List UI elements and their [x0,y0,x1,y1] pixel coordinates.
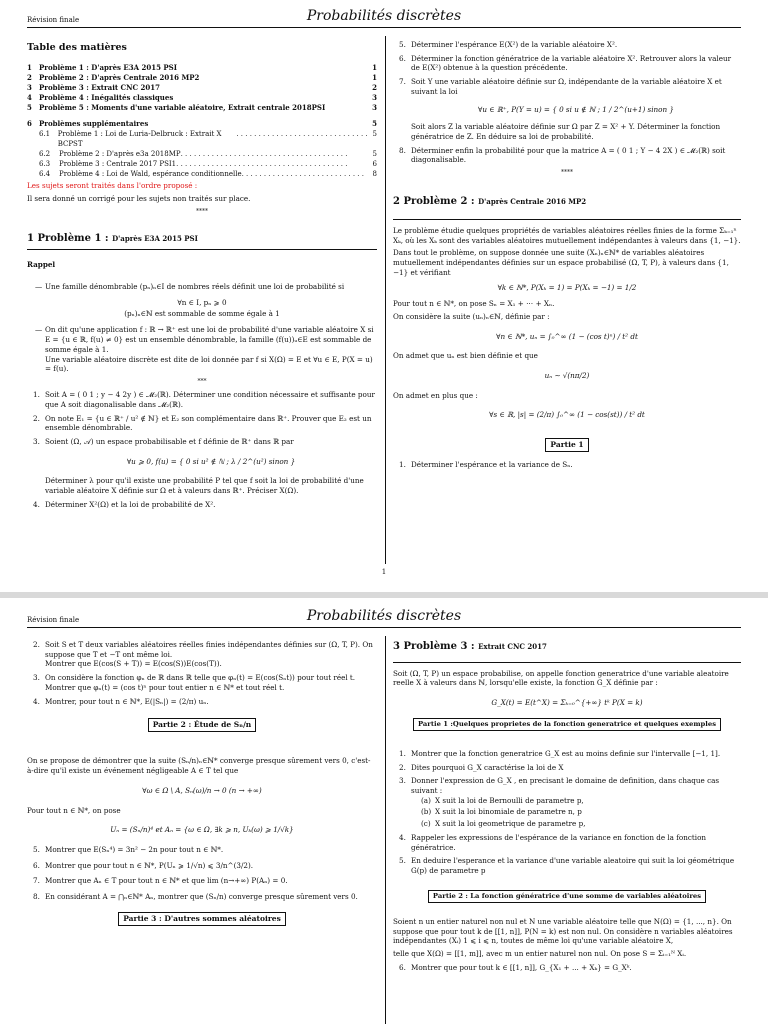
question-list [27,640,377,706]
equation: ∀n ∈ I, pₙ ⩾ 0 (pₙ)ₙ∈ℕ est sommable de somme égale à 1 [124,297,280,318]
heading-rule [27,249,377,250]
question-list [27,390,377,509]
equation: Uₙ = (Sₙ/n)⁴ et Aₙ = {ω ∈ Ω, ∃k ⩾ n, Uₖ(ω) ⩾ 1/√k} [110,825,294,835]
toc-item[interactable]: 6 Problèmes supplémentaires 5 [27,118,377,128]
question-item: 2. On note E₁ = {u ∈ ℝ⁺ / u² ∉ ℕ} et E₂ son complémentaire dans ℝ⁺. Prouver que E₂ est un ensemble dénombrable. [33,413,372,433]
question-item: 5. En deduire l'esperance et la variance d'une variable aleatoire qui suit la loi géométrique G(p) de parametre p [399,856,735,876]
left-column [27,640,377,926]
rappel-label: Rappel [27,260,56,270]
column-divider [385,636,386,1024]
equation: G_X(t) = E(t^X) = Σₖ₌₀^{+∞} tᵏ P(X = k) [491,697,643,707]
toc-subitem[interactable]: 6.3 Problème 3 : Centrale 2017 PSI1 . . . . . . . . . . . . . . . . . . . . . . . . . . . . . . . . . . . . . . . 6 [39,160,377,169]
paragraph: Pour tout n ∈ ℕ*, on pose Sₙ = X₁ + ⋯ + Xₙ. [393,299,555,309]
section-box: Partie 3 : D'autres sommes aléatoires [27,912,377,926]
toc-item[interactable]: 1 Problème 1 : D'après E3A 2015 PSI 1 [27,62,377,72]
paragraph: On se propose de démontrer que la suite (Sₙ/n)ₙ∈ℕ* converge presque sûrement vers 0, c'est-à-dire qu'il existe un événement négligeable A ∈ T tel que [27,756,371,776]
question-list [27,845,377,902]
toc-subitem[interactable]: 6.2 Problème 2 : D'après e3a 2018MP . . . . . . . . . . . . . . . . . . . . . . . . . . . . . . . . . . . . . . 5 [39,149,377,158]
equation: ∀ω ∈ Ω \ A, Sₙ(ω)/n → 0 (n → +∞) [142,785,262,795]
paragraph: Dans tout le problème, on suppose donnée une suite (Xₙ)ₙ∈ℕ* de variables aléatoires mutuellement indépendantes définies sur un espace probabilisé (Ω, T, P), à valeurs dans {1, −1} et vérifiant [393,248,729,277]
equation: ∀u ∈ ℝ⁺, P(Y = u) = { 0 si u ∉ ℕ ; 1 / 2^(u+1) sinon } [478,104,674,114]
page-2 [0,600,768,1024]
page-separator [0,592,768,598]
question-item: 4. Rappeler les expressions de l'espérance de la variance en fonction de la fonction génératrice. [399,832,707,852]
toc-subitem[interactable]: 6.1 Problème 1 : Loi de Luria-Delbruck : Extrait X BCPST . . . . . . . . . . . . . . . . . . . . . . . . . . . . . . 5 [39,129,377,148]
sub-question-item: (c) X suit la loi geometrique de parametre p, [421,819,586,829]
question-item: 6. Déterminer la fonction génératrice de la variable aléatoire X². Retrouver alors la valeur de E(X²) obtenue à la question précédente. [399,53,732,73]
paragraph: On considère la suite (uₙ)ₙ∈ℕ, définie par : [393,311,550,321]
question-item: 5. Montrer que E(Sₙ⁴) = 3n² − 2n pour tout n ∈ ℕ*. [33,845,224,855]
header-left: Révision finale [27,15,80,24]
sub-question-item: (a) X suit la loi de Bernoulli de parametre p, [421,795,584,805]
page-header [27,8,741,28]
equation: ∀k ∈ ℕ*, P(Xₖ = 1) = P(Xₖ = −1) = 1/2 [497,283,637,293]
table-of-contents [27,63,377,180]
equation: ∀s ∈ ℝ, |s| = (2/π) ∫₀^∞ (1 − cos(st)) / t² dt [489,410,645,420]
toc-note: Il sera donné un corrigé pour les sujets non traités sur place. [27,194,251,204]
section-box: Partie 2 : La fonction génératrice d'une somme de variables aléatoires [393,890,741,903]
toc-title: Table des matières [27,42,127,53]
toc-item[interactable]: 4 Problème 4 : Inégalités classiques 3 [27,93,377,103]
toc-item[interactable]: 3 Problème 3 : Extrait CNC 2017 2 [27,83,377,93]
question-item: 1. Déterminer l'espérance et la variance de Sₙ. [399,460,573,470]
column-divider [385,36,386,564]
rappel-item: — On dit qu'une application f : ℝ → ℝ⁺ est une loi de probabilité d'une variable aléatoire X si E = {u ∈ ℝ, f(u) ≠ 0} est un ensemble dénombrable, la famille (f(u))ᵤ∈E est sommable de somme égale à 1. Une variable aléatoire discrète est dite de loi donnée par f si X(Ω) = E et ∀u ∈ E, P(X = u) = f(u). [35,325,374,374]
question-list [393,460,741,470]
page-header [27,608,741,628]
question-item: 2. Soit S et T deux variables aléatoires réelles finies indépendantes définies sur (Ω, T, P). On suppose que T et −T ont même loi. Montrer que E(cos(S + T)) = E(cos(S))E(cos(T)). [33,640,373,669]
question-item: 2. Dites pourquoi G_X caractérise la loi de X [399,762,564,772]
question-list [393,749,741,876]
left-column [27,42,377,514]
question-list [393,40,741,165]
page-number: 1 [381,568,387,576]
equation: ∀n ∈ ℕ*, uₙ = ∫₀^∞ (1 − (cos t)ⁿ) / t² dt [496,331,638,341]
question-item: 1. Soit A = ( 0 1 ; y − 4 2y ) ∈ 𝓜₂(ℝ). Déterminer une condition nécessaire et suffisante pour que A soit diagonalisable dans 𝓜₂(ℝ). [33,390,375,409]
header-title: Probabilités discrètes [306,608,462,625]
problem-2-heading: 2 Problème 2 : D'après Centrale 2016 MP2 [393,196,587,208]
separator-stars: **** [561,169,573,177]
toc-item[interactable]: 5 Problème 5 : Moments d'une variable aléatoire, Extrait centrale 2018PSI 3 [27,103,377,113]
heading-rule [393,662,741,663]
equation: ∀u ⩾ 0, f(u) = { 0 si u² ∉ ℕ ; λ / 2^(u²) sinon } [126,456,296,466]
toc-item[interactable]: 2 Problème 2 : D'après Centrale 2016 MP2 1 [27,72,377,82]
paragraph: On admet en plus que : [393,390,478,400]
question-item: 4. Déterminer X²(Ω) et la loi de probabilité de X². [33,499,216,509]
problem-3-heading: 3 Problème 3 : Extrait CNC 2017 [393,641,547,652]
paragraph: telle que X(Ω) = [[1, m]], avec m un entier naturel non nul. On pose S = Σᵢ₌₁ᴺ Xᵢ. [393,949,687,959]
section-box: Partie 1 [393,438,741,452]
question-item: 6. Montrer que pour tout k ∈ [[1, n]], G_{X₁ + ... + Xₖ} = G_Xᵏ. [399,962,632,972]
rappel-item: — Une famille dénombrable (pₙ)ₙ∈I de nombres réels définit une loi de probabilité si [35,282,345,292]
section-box: Partie 2 : Étude de Sₙ/n [27,718,377,732]
question-item: 8. En considérant A = ⋂ₙ∈ℕ* Aₙ, montrer que (Sₙ/n) converge presque sûrement vers 0. [33,892,358,902]
question-list [393,963,741,973]
header-left: Révision finale [27,615,80,624]
separator-stars: *** [197,378,207,386]
question-item: 6. Montrer que pour tout n ∈ ℕ*, P(Uₙ ⩾ 1/√n) ⩽ 3/n^(3/2). [33,860,254,870]
problem-1-heading: 1 Problème 1 : D'après E3A 2015 PSI [27,232,198,244]
question-item: 7. Soit Y une variable aléatoire définie sur Ω, indépendante de la variable aléatoire X et suivant la loi ∀u ∈ ℝ⁺, P(Y = u) = { 0 si u ∉ ℕ ; 1 / 2^(u+1) sinon } Soit alors Z la variable aléatoire définie sur Ω par Z = X² + Y. Déterminer la fonction génératrice de Z. En déduire sa loi de probabilité. [393,77,741,142]
question-item: 7. Montrer que Aₙ ∈ T pour tout n ∈ ℕ* et que lim (n→+∞) P(Aₙ) = 0. [33,876,288,886]
question-item: 3. Soient (Ω, 𝒜) un espace probabilisable et f définie de ℝ⁺ dans ℝ par ∀u ⩾ 0, f(u) = { 0 si u² ∉ ℕ ; λ / 2^(u²) sinon } Déterminer λ pour qu'il existe une probabilité P tel que f soit la loi de probabilité d'une variable aléatoire X définie sur Ω et à valeurs dans ℝ⁺. Préciser X(Ω). [27,437,377,496]
paragraph: Pour tout n ∈ ℕ*, on pose [27,805,121,815]
question-item: 3. Donner l'expression de G_X , en precisant le domaine de definition, dans chaque cas suivant : (a) X suit la loi de Bernoulli de parametre p, (b) X suit la loi binomiale de parametre n, p (c) X suit la loi geometrique de parametre p, [393,776,741,829]
question-item: 3. On considère la fonction φₙ de ℝ dans ℝ telle que φₙ(t) = E(cos(Sₙt)) pour tout réel t. Montrer que φₙ(t) = (cos t)ⁿ pour tout entier n ∈ ℕ* et tout réel t. [33,673,356,692]
question-item: 5. Déterminer l'espérance E(X²) de la variable aléatoire X². [399,40,618,49]
right-column [393,40,741,474]
question-item: 1. Montrer que la fonction generatrice G_X est au moins definie sur l'intervalle [−1, 1]. [399,748,721,758]
toc-note-red: Les sujets seront traités dans l'ordre proposé : [27,181,198,191]
paragraph: Soit (Ω, T, P) un espace probabilise, on appelle fonction generatrice d'une variable aleatoire reelle X à valeurs dans ℕ, lorsqu'elle existe, la fonction G_X définie par : [393,668,729,688]
sub-question-list [411,796,741,829]
paragraph: On admet que uₙ est bien définie et que [393,351,538,361]
paragraph: Soient n un entier naturel non nul et N une variable aléatoire telle que N(Ω) = {1, ..., n}. On suppose que pour tout k de [[1, n]], P(N = k) est non nul. On considère n variables aléatoires indépendantes (Xᵢ) 1 ⩽ i ⩽ n, toutes de même loi qu'une variable aléatoire X, [393,916,733,946]
question-item: 4. Montrer, pour tout n ∈ ℕ*, E(|Sₙ|) = (2/π) uₙ. [33,696,209,706]
sub-question-item: (b) X suit la loi binomiale de parametre n, p [421,807,582,817]
separator-stars: **** [196,207,208,215]
paragraph: Le problème étudie quelques propriétés de variables aléatoires réelles finies de la forme Σₖ₌₁ⁿ Xₖ, où les Xₖ sont des variables aléatoires mutuellement indépendantes à valeurs dans {1, −1}. [393,225,741,245]
heading-rule [393,219,741,220]
question-item: 8. Déterminer enfin la probabilité pour que la matrice A = ( 0 1 ; Y − 4 2X ) ∈ 𝓜₂(ℝ) soit diagonalisable. [399,145,726,165]
toc-subitem[interactable]: 6.4 Problème 4 : Loi de Wald, espérance conditionnelle . . . . . . . . . . . . . . . . . . . . . . . . . . . . 8 [39,170,377,179]
section-box: Partie 1 :Quelques proprietes de la fonction generatrice et quelques exemples [393,718,741,731]
equation: uₙ ∼ √(nπ/2) [544,370,590,380]
header-title: Probabilités discrètes [306,8,462,25]
right-column [393,640,741,977]
